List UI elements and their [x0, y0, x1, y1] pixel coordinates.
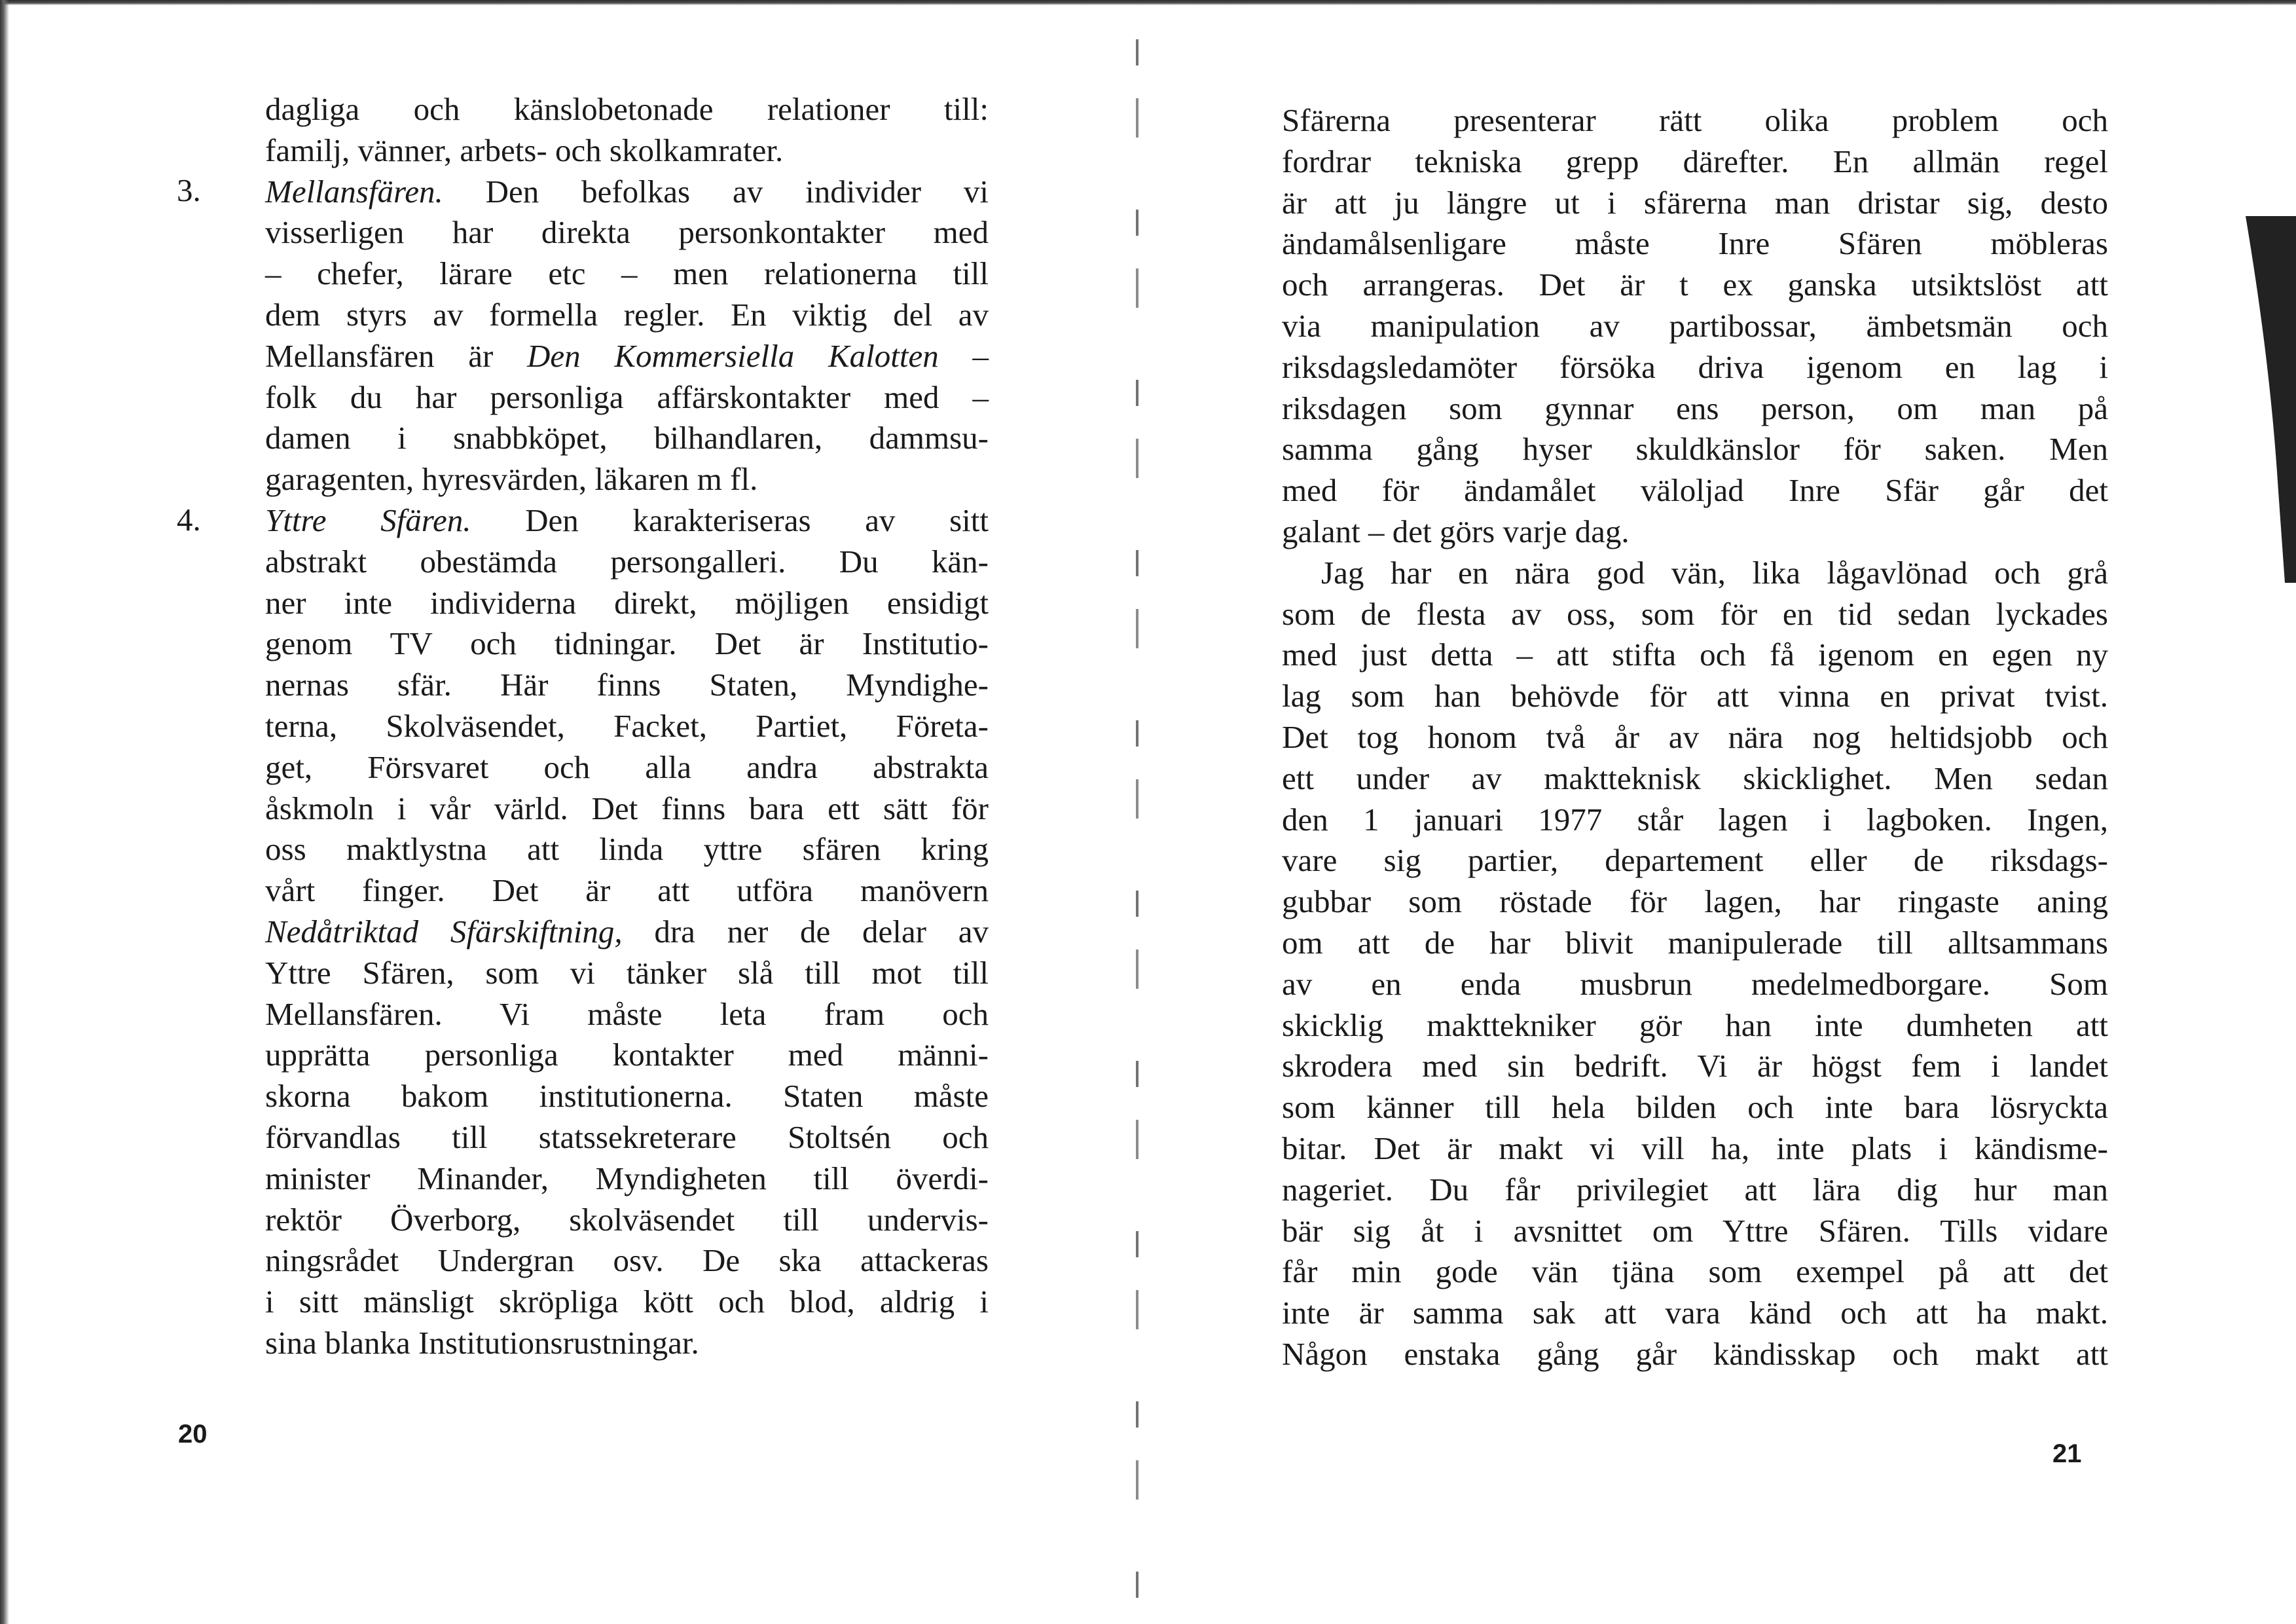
- text-line: Sfärerna presenterar rätt olika problem och: [1282, 102, 2108, 138]
- text-line: bitar. Det är makt vi vill ha, inte plats i kändisme-: [1282, 1130, 2108, 1166]
- text-line: garagenten, hyresvärden, läkaren m fl.: [265, 461, 758, 498]
- text-line: får min gode vän tjäna som exempel på att det: [1282, 1253, 2108, 1290]
- text-line: visserligen har direkta personkontakter med: [265, 214, 989, 251]
- text-line: med just detta – att stifta och få igenom en egen ny: [1282, 637, 2108, 673]
- text-line: i sitt mänsligt skröpliga kött och blod, aldrig i: [265, 1283, 989, 1320]
- book-gutter: [1136, 39, 1139, 1611]
- text-line: nageriet. Du får privilegiet att lära dig hur man: [1282, 1171, 2108, 1208]
- text-line: riksdagen som gynnar ens person, om man på: [1282, 390, 2108, 426]
- left-page: [0, 0, 1136, 1624]
- text-line: vårt finger. Det är att utföra manövern: [265, 872, 989, 909]
- text-line: nernas sfär. Här finns Staten, Myndighe-: [265, 667, 989, 703]
- text-line: och arrangeras. Det är t ex ganska utsiktslöst att: [1282, 267, 2108, 303]
- text-line: lag som han behövde för att vinna en privat tvist.: [1282, 678, 2108, 714]
- page-number: 21: [2052, 1439, 2082, 1468]
- right-page-body: [1282, 100, 2108, 1375]
- text-line: skicklig makttekniker gör han inte dumheten att: [1282, 1006, 2108, 1043]
- text-line: är att ju längre ut i sfärerna man dristar sig, desto: [1282, 184, 2108, 221]
- text-line: genom TV och tidningar. Det är Institutio-: [265, 625, 989, 662]
- text-line: som känner till hela bilden och inte bara lösryckta: [1282, 1089, 2108, 1126]
- text-line: om att de har blivit manipulerade till alltsammans: [1282, 924, 2108, 961]
- text-line: den 1 januari 1977 står lagen i lagboken. Ingen,: [1282, 801, 2108, 838]
- text-line: Mellansfären är Den Kommersiella Kalotten –: [265, 337, 989, 374]
- text-line: dem styrs av formella regler. En viktig del av: [265, 296, 989, 333]
- text-line: gubbar som röstade för lagen, har ringaste aning: [1282, 883, 2108, 920]
- text-line: folk du har personliga affärskontakter med –: [265, 378, 989, 415]
- text-line: fordrar tekniska grepp därefter. En allmän regel: [1282, 143, 2108, 179]
- text-line: get, Försvaret och alla andra abstrakta: [265, 748, 989, 785]
- list-number-4: 4.: [177, 502, 201, 538]
- page-number: 20: [178, 1420, 208, 1449]
- text-line: Yttre Sfären, som vi tänker slå till mot till: [265, 954, 989, 991]
- text-line: upprätta personliga kontakter med männi-: [265, 1037, 989, 1073]
- text-line: inte är samma sak att vara känd och att ha makt.: [1282, 1295, 2108, 1331]
- text-line: av en enda musbrun medelmedborgare. Som: [1282, 965, 2108, 1002]
- text-line: ändamålsenligare måste Inre Sfären möbleras: [1282, 225, 2108, 262]
- text-line: terna, Skolväsendet, Facket, Partiet, Företa-: [265, 707, 989, 744]
- text-line: Det tog honom två år av nära nog heltidsjobb och: [1282, 718, 2108, 755]
- text-line: rektör Överborg, skolväsendet till undervis-: [265, 1201, 989, 1238]
- text-line: Mellansfären. Den befolkas av individer vi: [265, 173, 989, 210]
- text-line: ningsrådet Undergran osv. De ska attackeras: [265, 1242, 989, 1279]
- text-line: minister Minander, Myndigheten till överdi-: [265, 1160, 989, 1196]
- text-line: Någon enstaka gång går kändisskap och makt att: [1282, 1335, 2108, 1372]
- text-line: skorna bakom institutionerna. Staten måste: [265, 1078, 989, 1115]
- text-line: oss maktlystna att linda yttre sfären kring: [265, 831, 989, 868]
- text-line: åskmoln i vår värld. Det finns bara ett sätt för: [265, 790, 989, 826]
- text-line: riksdagsledamöter försöka driva igenom en lag i: [1282, 348, 2108, 385]
- text-line: dagliga och känslobetonade relationer till:: [265, 91, 989, 127]
- text-line: med för ändamålet väloljad Inre Sfär går det: [1282, 472, 2108, 509]
- list-number-3: 3.: [177, 172, 201, 208]
- text-line: damen i snabbköpet, bilhandlaren, dammsu-: [265, 420, 989, 456]
- text-line: familj, vänner, arbets- och skolkamrater.: [265, 132, 784, 168]
- text-line: som de flesta av oss, som för en tid sedan lyckades: [1282, 595, 2108, 632]
- text-line: Nedåtriktad Sfärskiftning, dra ner de delar av: [265, 913, 989, 950]
- text-line: via manipulation av partibossar, ämbetsmän och: [1282, 307, 2108, 344]
- text-line: Jag har en nära god vän, lika lågavlönad och grå: [1321, 554, 2108, 591]
- italic-term: Mellansfären.: [265, 173, 443, 210]
- italic-term: Yttre Sfären.: [265, 502, 471, 538]
- text-line: förvandlas till statssekreterare Stoltsén och: [265, 1118, 989, 1155]
- text-line: – chefer, lärare etc – men relationerna till: [265, 255, 989, 292]
- text-line: ett under av maktteknisk skicklighet. Men sedan: [1282, 760, 2108, 796]
- left-page-body: [265, 89, 989, 1364]
- text-line: bär sig åt i avsnittet om Yttre Sfären. Tills vidare: [1282, 1212, 2108, 1249]
- text-line: Mellansfären. Vi måste leta fram och: [265, 995, 989, 1032]
- text-line: samma gång hyser skuldkänslor för saken. Men: [1282, 431, 2108, 468]
- text-line: vare sig partier, departement eller de riksdags-: [1282, 842, 2108, 879]
- text-line: Yttre Sfären. Den karakteriseras av sitt: [265, 502, 989, 538]
- italic-term: Nedåtriktad Sfärskiftning,: [265, 913, 623, 950]
- text-line: skrodera med sin bedrift. Vi är högst fem i landet: [1282, 1048, 2108, 1084]
- text-line: ner inte individerna direkt, möjligen ensidigt: [265, 584, 989, 621]
- italic-term: Den Kommersiella Kalotten: [527, 337, 939, 374]
- text-line: abstrakt obestämda persongalleri. Du kän-: [265, 543, 989, 580]
- text-line: sina blanka Institutionsrustningar.: [265, 1324, 699, 1361]
- text-line: galant – det görs varje dag.: [1282, 513, 1630, 549]
- right-page: [1139, 0, 2296, 1624]
